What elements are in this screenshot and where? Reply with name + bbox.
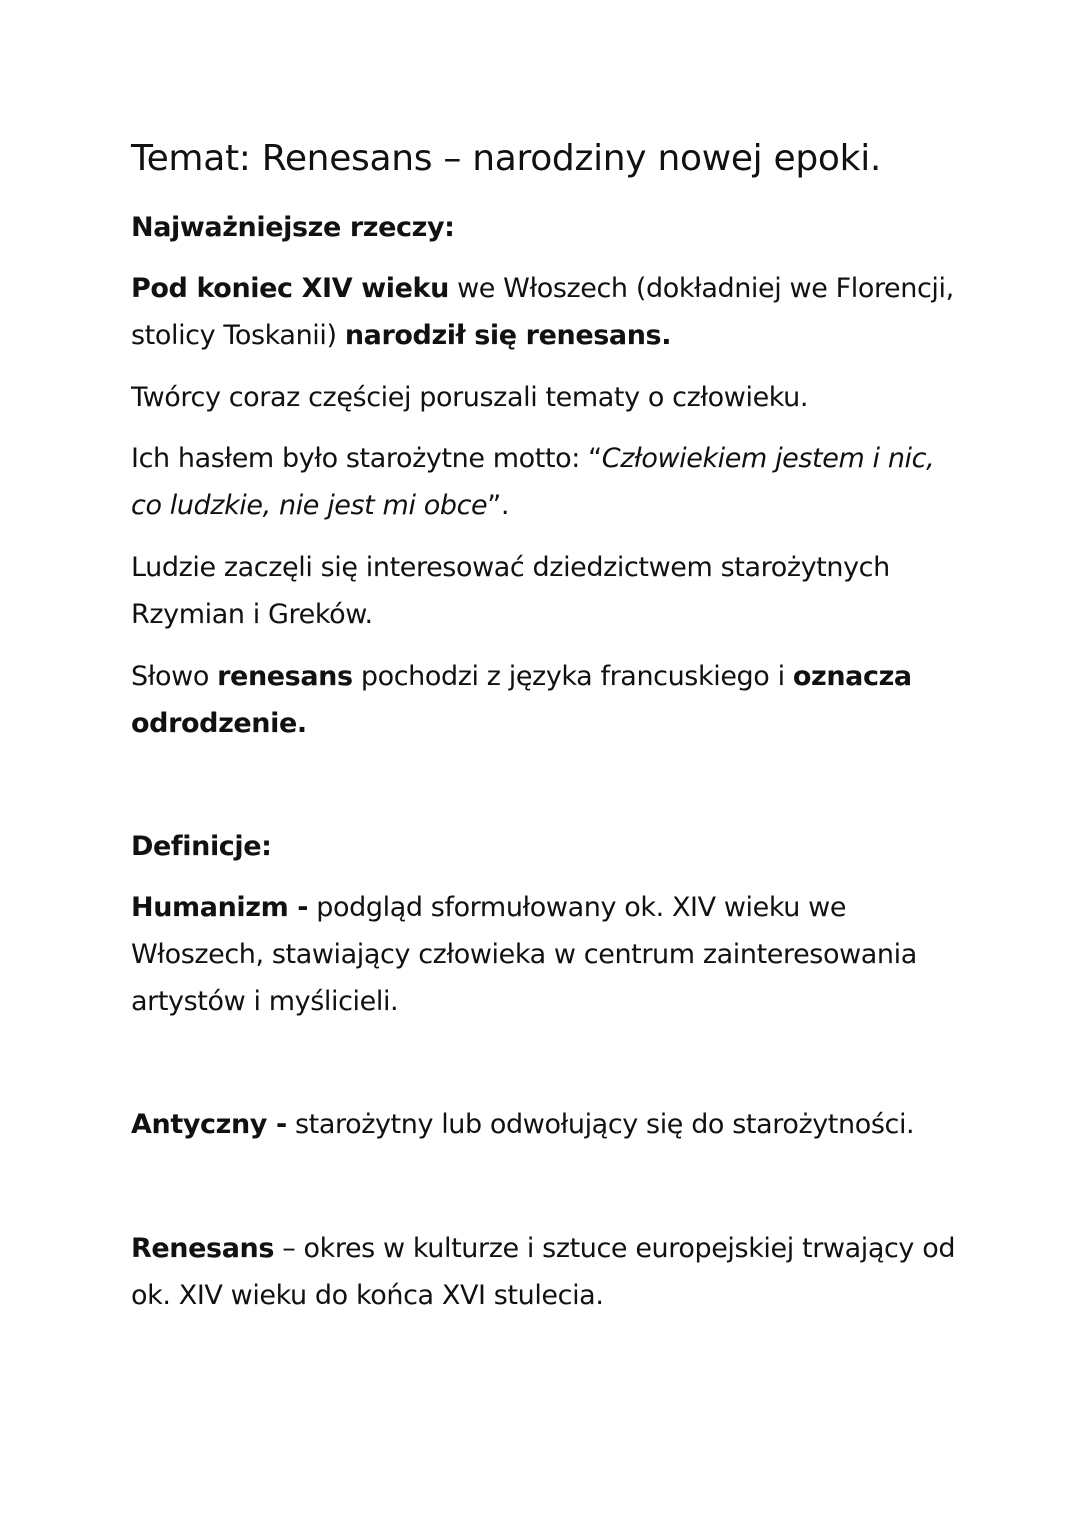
definition-renesans bbox=[131, 1225, 961, 1319]
definition-humanizm bbox=[131, 884, 961, 1025]
definition-text: – okres w kulturze i sztuce europejskiej trwający od ok. XIV wieku do końca XVI stulecia. bbox=[131, 1233, 956, 1311]
key-point-paragraph bbox=[131, 374, 961, 421]
text-segment: Pod koniec XIV wieku bbox=[131, 273, 449, 304]
text-segment: ”. bbox=[487, 490, 510, 521]
definition-term: Antyczny - bbox=[131, 1109, 287, 1140]
definitions-heading: Definicje: bbox=[131, 831, 272, 862]
key-point-paragraph bbox=[131, 653, 961, 747]
definition-term: Humanizm - bbox=[131, 892, 309, 923]
text-segment: narodził się renesans. bbox=[344, 320, 672, 351]
key-points-heading: Najważniejsze rzeczy: bbox=[131, 212, 455, 243]
key-point-paragraph bbox=[131, 435, 961, 529]
text-segment: Ludzie zaczęli się interesować dziedzictwem starożytnych Rzymian i Greków. bbox=[131, 552, 890, 630]
motto-quote: Człowiekiem jestem i nic, co ludzkie, nie jest mi obce bbox=[131, 443, 935, 521]
text-segment: renesans bbox=[217, 661, 353, 692]
text-segment: pochodzi z języka francuskiego i bbox=[352, 661, 793, 692]
text-segment: Słowo bbox=[131, 661, 218, 692]
text-segment: we Włoszech (dokładniej we Florencji, stolicy Toskanii) bbox=[131, 273, 954, 351]
definition-text: podgląd sformułowany ok. XIV wieku we Włoszech, stawiający człowieka w centrum zainteresowania artystów i myślicieli. bbox=[131, 892, 917, 1017]
text-segment: Ich hasłem było starożytne motto: “ bbox=[131, 443, 602, 474]
text-segment: oznacza odrodzenie. bbox=[131, 661, 912, 739]
text-segment: Twórcy coraz częściej poruszali tematy o człowieku. bbox=[131, 382, 809, 413]
key-point-paragraph bbox=[131, 544, 961, 638]
page-title: Temat: Renesans – narodziny nowej epoki. bbox=[131, 138, 882, 179]
definition-antyczny bbox=[131, 1101, 961, 1148]
definition-term: Renesans bbox=[131, 1233, 275, 1264]
definition-text: starożytny lub odwołujący się do starożytności. bbox=[286, 1109, 915, 1140]
key-point-paragraph bbox=[131, 265, 961, 359]
